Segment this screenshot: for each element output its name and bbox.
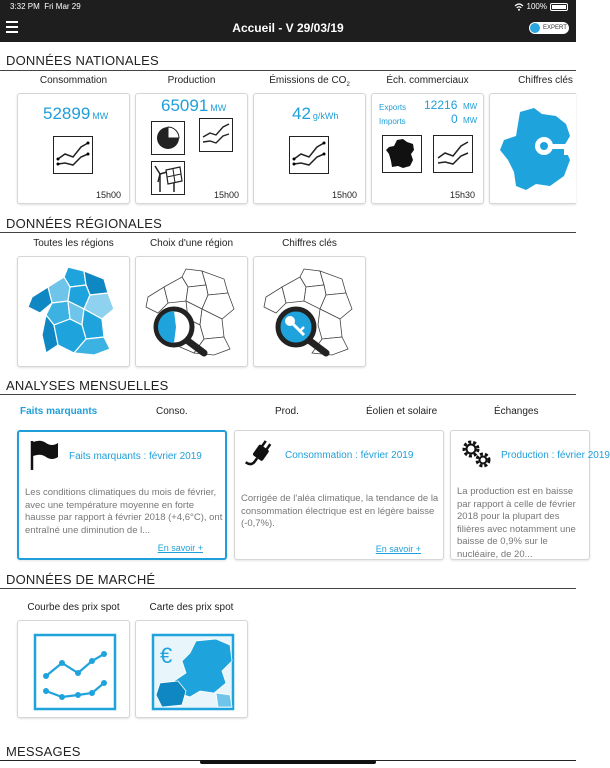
section-title-market: DONNÉES DE MARCHÉ xyxy=(6,572,156,587)
section-divider xyxy=(0,70,576,71)
label-echanges: Éch. commerciaux xyxy=(386,75,469,86)
consommation-value-wrap xyxy=(43,104,108,124)
exports-unit: MW xyxy=(463,102,478,111)
card-courbe-prix-spot[interactable] xyxy=(17,620,130,718)
news-card-consommation[interactable] xyxy=(234,430,444,560)
line-chart-icon xyxy=(289,136,329,174)
plug-icon xyxy=(243,437,277,471)
news-title: Production : février 2019 xyxy=(501,450,610,461)
france-map-icon xyxy=(382,135,422,173)
emissions-label-sub: 2 xyxy=(346,82,350,88)
label-toutes-regions: Toutes les régions xyxy=(33,238,114,249)
news-title: Consommation : février 2019 xyxy=(285,450,414,461)
consommation-time: 15h00 xyxy=(95,190,121,200)
line-chart-icon xyxy=(53,136,93,174)
label-choix-region: Choix d'une région xyxy=(149,238,234,249)
status-bar xyxy=(0,0,576,14)
toggle-knob xyxy=(530,23,540,33)
emissions-value-wrap xyxy=(292,104,338,124)
news-body: La production est en baisse par rapport à celle de février 2018 pour la plupart des filières avec notamment une baisse de 0,9% sur le nucléaire, de 20... xyxy=(457,486,576,560)
nav-bar xyxy=(0,14,576,42)
consommation-unit: MW xyxy=(92,111,109,121)
imports-unit: MW xyxy=(463,116,478,125)
status-time-date xyxy=(10,2,81,11)
card-emissions[interactable] xyxy=(253,93,366,204)
line-chart-icon xyxy=(199,118,233,152)
exports-label: Exports xyxy=(379,103,407,112)
page-title: Accueil - V 29/03/19 xyxy=(232,21,344,35)
tab-conso[interactable]: Conso. xyxy=(156,406,188,417)
status-time: 3:32 PM xyxy=(10,2,40,11)
section-title-messages: MESSAGES xyxy=(6,744,81,759)
production-time: 15h00 xyxy=(213,190,239,200)
spot-price-map-icon xyxy=(136,621,249,719)
production-value-wrap xyxy=(161,96,226,116)
section-divider xyxy=(0,394,576,395)
card-chiffres-cles[interactable] xyxy=(489,93,576,204)
label-chiffres-cles: Chiffres clés xyxy=(518,75,573,86)
wind-solar-icon xyxy=(151,161,185,195)
line-chart-icon xyxy=(433,135,473,173)
emissions-value: 42 xyxy=(292,104,311,123)
consommation-value: 52899 xyxy=(43,104,91,123)
label-consommation: Consommation xyxy=(39,75,108,86)
regions-map-icon xyxy=(18,257,131,368)
production-unit: MW xyxy=(210,103,227,113)
card-echanges[interactable] xyxy=(371,93,484,204)
france-key-map-icon xyxy=(490,94,577,205)
emissions-time: 15h00 xyxy=(331,190,357,200)
card-carte-prix-spot[interactable] xyxy=(135,620,248,718)
expert-toggle[interactable] xyxy=(529,22,569,34)
section-title-national: DONNÉES NATIONALES xyxy=(6,53,159,68)
news-card-faits-marquants[interactable] xyxy=(17,430,227,560)
card-choix-region[interactable] xyxy=(135,256,248,367)
section-title-regional: DONNÉES RÉGIONALES xyxy=(6,216,163,231)
section-divider xyxy=(0,232,576,233)
card-chiffres-cles-regional[interactable] xyxy=(253,256,366,367)
read-more-link[interactable]: En savoir + xyxy=(157,543,203,553)
emissions-unit: g/kWh xyxy=(312,111,339,121)
label-chiffres-cles-regional: Chiffres clés xyxy=(282,238,337,249)
region-search-icon xyxy=(136,257,249,368)
wifi-icon xyxy=(514,3,524,11)
read-more-link[interactable]: En savoir + xyxy=(375,544,421,554)
echanges-time: 15h30 xyxy=(449,190,475,200)
card-consommation[interactable] xyxy=(17,93,130,204)
exports-value: 12216 xyxy=(424,98,458,112)
card-production[interactable] xyxy=(135,93,248,204)
status-right xyxy=(514,2,568,11)
tab-echanges[interactable]: Échanges xyxy=(494,406,539,417)
imports-value: 0 xyxy=(451,112,458,126)
region-key-search-icon xyxy=(254,257,367,368)
spot-price-chart-icon xyxy=(18,621,131,719)
flag-icon xyxy=(27,438,61,472)
news-body: Les conditions climatiques du mois de février, avec une température moyenne en forte hausse par rapport à février 2018 (+4,6°C), ont entraîné une diminution de l... xyxy=(25,487,223,536)
label-carte-prix-spot: Carte des prix spot xyxy=(149,602,234,613)
svg-text:€: € xyxy=(160,643,173,668)
imports-label: Imports xyxy=(379,117,406,126)
section-divider xyxy=(0,588,576,589)
news-card-production[interactable] xyxy=(450,430,610,560)
label-courbe-prix-spot: Courbe des prix spot xyxy=(27,602,120,613)
label-emissions xyxy=(253,75,366,88)
gears-icon xyxy=(459,437,493,471)
card-toutes-regions[interactable] xyxy=(17,256,130,367)
tab-faits-marquants[interactable]: Faits marquants xyxy=(20,406,98,417)
production-value: 65091 xyxy=(161,96,209,115)
news-body: Corrigée de l'aléa climatique, la tendance de la consommation électrique est en légère baisse (-0,7%). xyxy=(241,493,439,529)
label-production: Production xyxy=(167,75,216,86)
home-indicator[interactable] xyxy=(200,760,376,764)
tab-prod[interactable]: Prod. xyxy=(275,406,299,417)
section-title-monthly: ANALYSES MENSUELLES xyxy=(6,378,169,393)
emissions-label-text: Émissions de CO xyxy=(269,75,347,86)
tab-eolien-solaire[interactable]: Éolien et solaire xyxy=(366,406,438,417)
status-date: Fri Mar 29 xyxy=(44,2,81,11)
expert-label: EXPERT xyxy=(543,25,567,31)
battery-percent: 100% xyxy=(526,2,547,11)
news-title: Faits marquants : février 2019 xyxy=(69,451,202,462)
battery-icon xyxy=(550,3,568,11)
pie-chart-icon xyxy=(151,121,185,155)
